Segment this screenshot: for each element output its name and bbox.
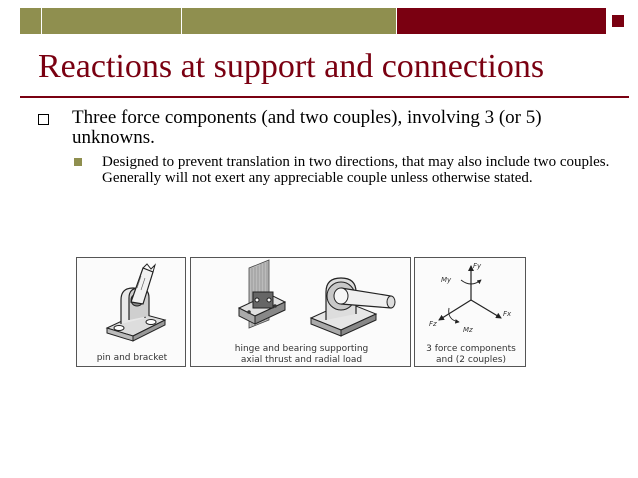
bullet-level-2 xyxy=(74,154,614,186)
filled-square-bullet-icon xyxy=(74,158,82,166)
caption-line: axial thrust and radial load xyxy=(240,355,363,365)
fy-label: Fy xyxy=(473,262,482,270)
force-components-figure xyxy=(414,257,526,367)
hollow-square-bullet-icon xyxy=(38,114,49,125)
caption-line: 3 force components xyxy=(426,344,516,354)
caption-line: and (2 couples) xyxy=(435,355,506,365)
fx-arrow xyxy=(471,300,501,318)
bullet-text: Designed to prevent translation in two directions, that may also include two couples. Generally will not exert any appreciable couple unless otherwise stated. xyxy=(102,154,610,186)
my-label: My xyxy=(441,276,452,284)
pin-bracket-figure xyxy=(76,257,186,367)
header-square xyxy=(611,14,625,28)
header-bar-segment xyxy=(182,8,397,34)
page-title: Reactions at support and connections xyxy=(38,48,545,85)
header-bar-segment xyxy=(397,8,607,34)
bullet-text: Three force components (and two couples), involving 3 (or 5) unknowns. xyxy=(72,107,542,148)
figure-caption xyxy=(415,344,527,366)
title-divider xyxy=(20,96,629,98)
mz-label: Mz xyxy=(463,326,473,334)
header-bar-segment xyxy=(42,8,182,34)
figure-caption: pin and bracket xyxy=(96,353,168,363)
fz-label: Fz xyxy=(429,320,437,328)
pin-bracket-illustration xyxy=(77,258,187,368)
header-bar xyxy=(20,8,629,34)
bullet-level-1 xyxy=(38,108,608,148)
fz-arrow xyxy=(439,300,471,320)
hinge-bearing-figure xyxy=(190,257,411,367)
caption-line: hinge and bearing supporting xyxy=(234,344,369,354)
fx-label: Fx xyxy=(503,310,512,318)
figure-caption xyxy=(191,344,412,366)
header-bar-segment xyxy=(20,8,42,34)
